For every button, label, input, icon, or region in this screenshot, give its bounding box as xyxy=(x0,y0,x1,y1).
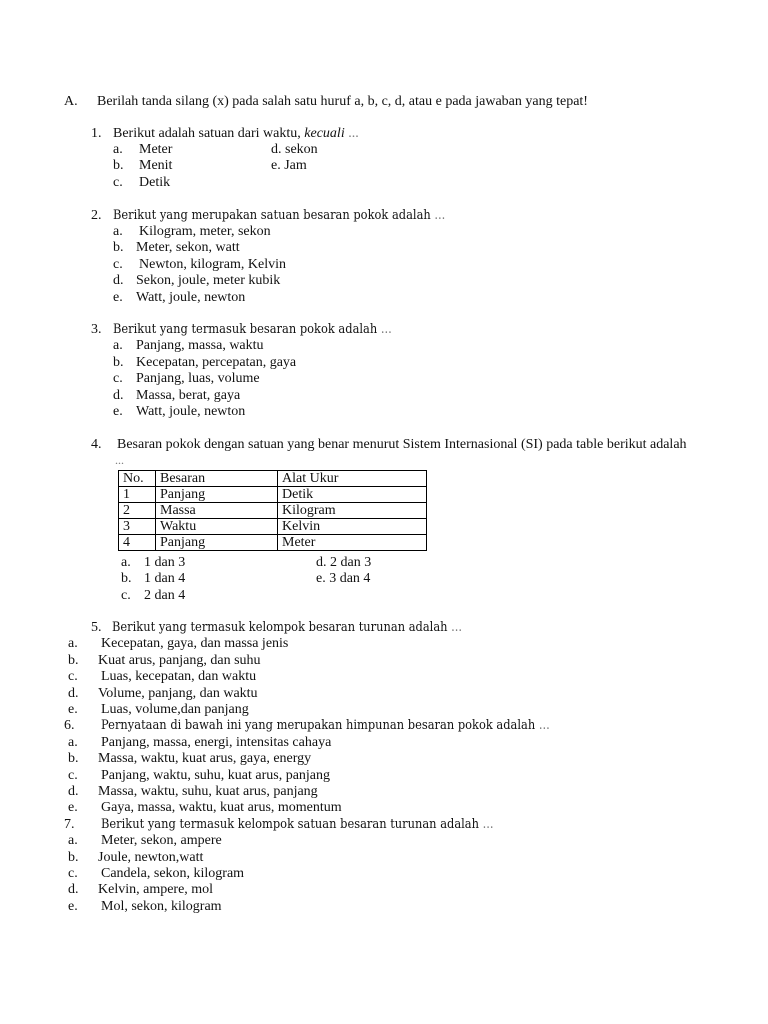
table-cell: Kilogram xyxy=(278,503,427,519)
table-header-no: No. xyxy=(119,471,156,487)
q5-option-e[interactable]: e. Luas, volume,dan panjang xyxy=(68,702,249,717)
q7-option-e[interactable]: e. Mol, sekon, kilogram xyxy=(68,899,222,914)
q1-option-c[interactable]: c. Detik xyxy=(113,175,171,190)
q4-number: 4. xyxy=(91,437,102,452)
q4-option-a[interactable]: a. 1 dan 3 xyxy=(121,555,186,570)
q1-option-d[interactable]: d. sekon xyxy=(271,142,318,157)
q3-option-d[interactable]: d. Massa, berat, gaya xyxy=(113,388,241,403)
q6-number: 6. xyxy=(64,718,75,733)
q1-option-e[interactable]: e. Jam xyxy=(271,158,307,173)
q2-option-b[interactable]: b. Meter, sekon, watt xyxy=(113,240,240,255)
table-header-alat-ukur: Alat Ukur xyxy=(278,471,427,487)
q5-option-b[interactable]: b. Kuat arus, panjang, dan suhu xyxy=(68,653,261,668)
q6-option-c[interactable]: c. Panjang, waktu, suhu, kuat arus, panjang xyxy=(68,768,331,783)
q5-option-d[interactable]: d. Volume, panjang, dan waktu xyxy=(68,686,258,701)
q3-option-b[interactable]: b. Kecepatan, percepatan, gaya xyxy=(113,355,297,370)
q7-option-a[interactable]: a. Meter, sekon, ampere xyxy=(68,833,222,848)
q2-option-a[interactable]: a. Kilogram, meter, sekon xyxy=(113,224,271,239)
q3-option-a[interactable]: a. Panjang, massa, waktu xyxy=(113,338,264,353)
q1-option-a[interactable]: a. Meter xyxy=(113,142,173,157)
q7-number: 7. xyxy=(64,817,75,832)
q2-option-e[interactable]: e. Watt, joule, newton xyxy=(113,290,246,305)
q1-text: Berikut adalah satuan dari waktu, kecuali ... xyxy=(113,126,359,141)
q3-option-c[interactable]: c. Panjang, luas, volume xyxy=(113,371,260,386)
q1-emphasis: kecuali xyxy=(304,126,345,141)
q7-option-b[interactable]: b. Joule, newton,watt xyxy=(68,850,204,865)
q4-text: Besaran pokok dengan satuan yang benar menurut Sistem Internasional (SI) pada table berikut adalah xyxy=(117,437,687,452)
table-cell: Meter xyxy=(278,535,427,551)
q2-option-c[interactable]: c. Newton, kilogram, Kelvin xyxy=(113,257,286,272)
table-row xyxy=(119,503,427,519)
table-cell: 3 xyxy=(119,519,156,535)
q6-option-e[interactable]: e. Gaya, massa, waktu, kuat arus, momentum xyxy=(68,800,342,815)
q6-text: Pernyataan di bawah ini yang merupakan himpunan besaran pokok adalah ... xyxy=(101,718,550,733)
q5-text: Berikut yang termasuk kelompok besaran turunan adalah ... xyxy=(112,620,463,635)
q7-text: Berikut yang termasuk kelompok satuan besaran turunan adalah ... xyxy=(101,817,494,832)
table-header-row xyxy=(119,471,427,487)
q1-number: 1. xyxy=(91,126,102,141)
q6-option-a[interactable]: a. Panjang, massa, energi, intensitas cahaya xyxy=(68,735,332,750)
table-cell: Panjang xyxy=(156,535,278,551)
q4-ellipsis: ... xyxy=(115,453,124,467)
table-row xyxy=(119,535,427,551)
table-cell: Waktu xyxy=(156,519,278,535)
section-instruction: Berilah tanda silang (x) pada salah satu huruf a, b, c, d, atau e pada jawaban yang tepat! xyxy=(97,94,588,109)
table-cell: Massa xyxy=(156,503,278,519)
table-header-besaran: Besaran xyxy=(156,471,278,487)
q7-option-c[interactable]: c. Candela, sekon, kilogram xyxy=(68,866,245,881)
q3-text: Berikut yang termasuk besaran pokok adalah ... xyxy=(113,322,392,337)
q7-option-d[interactable]: d. Kelvin, ampere, mol xyxy=(68,882,214,897)
table-cell: Detik xyxy=(278,487,427,503)
q4-option-b[interactable]: b. 1 dan 4 xyxy=(121,571,186,586)
table-cell: 2 xyxy=(119,503,156,519)
table-cell: 1 xyxy=(119,487,156,503)
q2-text: Berikut yang merupakan satuan besaran pokok adalah ... xyxy=(113,208,446,223)
table-cell: 4 xyxy=(119,535,156,551)
table-row xyxy=(119,519,427,535)
table-cell: Kelvin xyxy=(278,519,427,535)
q5-number: 5. xyxy=(91,620,102,635)
q2-option-d[interactable]: d. Sekon, joule, meter kubik xyxy=(113,273,281,288)
q1-option-b[interactable]: b. Menit xyxy=(113,158,173,173)
q5-option-c[interactable]: c. Luas, kecepatan, dan waktu xyxy=(68,669,257,684)
table-row xyxy=(119,487,427,503)
q4-option-c[interactable]: c. 2 dan 4 xyxy=(121,588,186,603)
q4-table xyxy=(118,470,427,551)
table-cell: Panjang xyxy=(156,487,278,503)
q3-number: 3. xyxy=(91,322,102,337)
q6-option-b[interactable]: b. Massa, waktu, kuat arus, gaya, energy xyxy=(68,751,312,766)
q5-option-a[interactable]: a. Kecepatan, gaya, dan massa jenis xyxy=(68,636,289,651)
section-letter: A. xyxy=(64,94,78,109)
q4-option-d[interactable]: d. 2 dan 3 xyxy=(316,555,372,570)
q2-number: 2. xyxy=(91,208,102,223)
q4-option-e[interactable]: e. 3 dan 4 xyxy=(316,571,371,586)
q6-option-d[interactable]: d. Massa, waktu, suhu, kuat arus, panjang xyxy=(68,784,318,799)
q3-option-e[interactable]: e. Watt, joule, newton xyxy=(113,404,246,419)
